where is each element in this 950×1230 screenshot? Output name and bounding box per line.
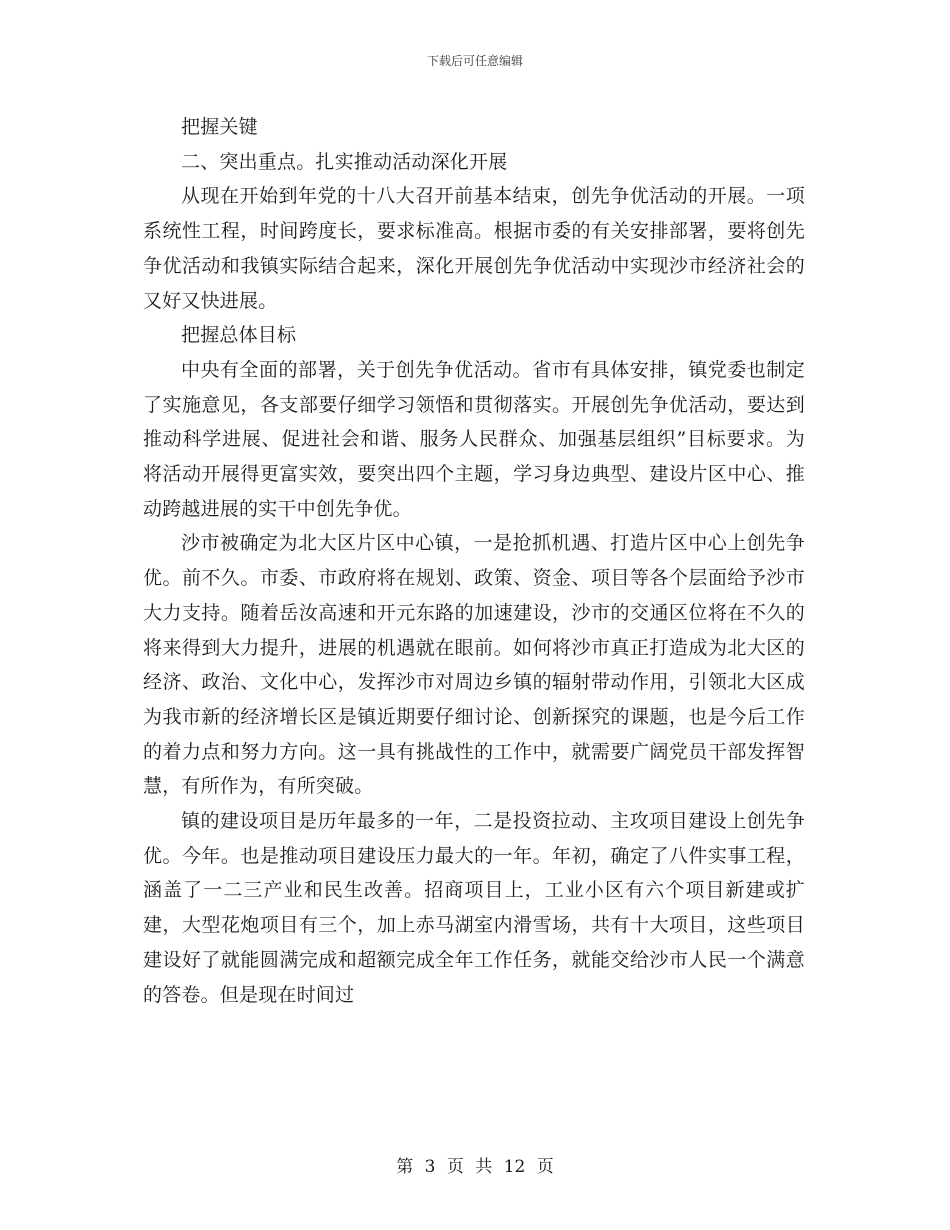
body-paragraph: 从现在开始到年党的十八大召开前基本结束，创先争优活动的开展。一项系统性工程，时间跨度长，要求标准高。根据市委的有关安排部署，要将创先争优活动和我镇实际结合起来，深化开展创先争优活动中实现沙市经济社会的又好又快进展。: [143, 185, 805, 312]
body-paragraph: 中央有全面的部署，关于创先争优活动。省市有具体安排，镇党委也制定了实施意见，各支部要仔细学习领悟和贯彻落实。开展创先争优活动，要达到推动科学进展、促进社会和谐、服务人民群众、加强基层组织”目标要求。为将活动开展得更富实效，要突出四个主题，学习身边典型、建设片区中心、推动跨越进展的实干中创先争优。: [143, 358, 805, 520]
section-label: 把握总体目标: [181, 324, 297, 347]
body-paragraph: 镇的建设项目是历年最多的一年，二是投资拉动、主攻项目建设上创先争优。今年。也是推动项目建设压力最大的一年。年初，确定了八件实事工程，涵盖了一二三产业和民生改善。招商项目上，工业小区有六个项目新建或扩建，大型花炮项目有三个，加上赤马湖室内滑雪场，共有十大项目，这些项目建设好了就能圆满完成和超额完成全年工作任务，就能交给沙市人民一个满意的答卷。但是现在时间过: [143, 810, 805, 1006]
page-header: 下载后可任意编辑: [426, 54, 523, 68]
section-heading: 二、突出重点。扎实推动活动深化开展: [181, 150, 508, 173]
body-paragraph: 沙市被确定为北大区片区中心镇，一是抢抓机遇、打造片区中心上创先争优。前不久。市委、市政府将在规划、政策、资金、项目等各个层面给予沙市大力支持。随着岳汝高速和开元东路的加速建设，沙市的交通区位将在不久的将来得到大力提升，进展的机遇就在眼前。如何将沙市真正打造成为北大区的经济、政治、文化中心，发挥沙市对周边乡镇的辐射带动作用，引领北大区成为我市新的经济增长区是镇近期要仔细讨论、创新探究的课题，也是今后工作的着力点和努力方向。这一具有挑战性的工作中，就需要广阔党员干部发挥智慧，有所作为，有所突破。: [143, 532, 805, 798]
section-label: 把握关键: [181, 116, 258, 138]
document-body: [143, 110, 805, 1012]
page-number: 第 3 页 共 12 页: [396, 1157, 554, 1177]
